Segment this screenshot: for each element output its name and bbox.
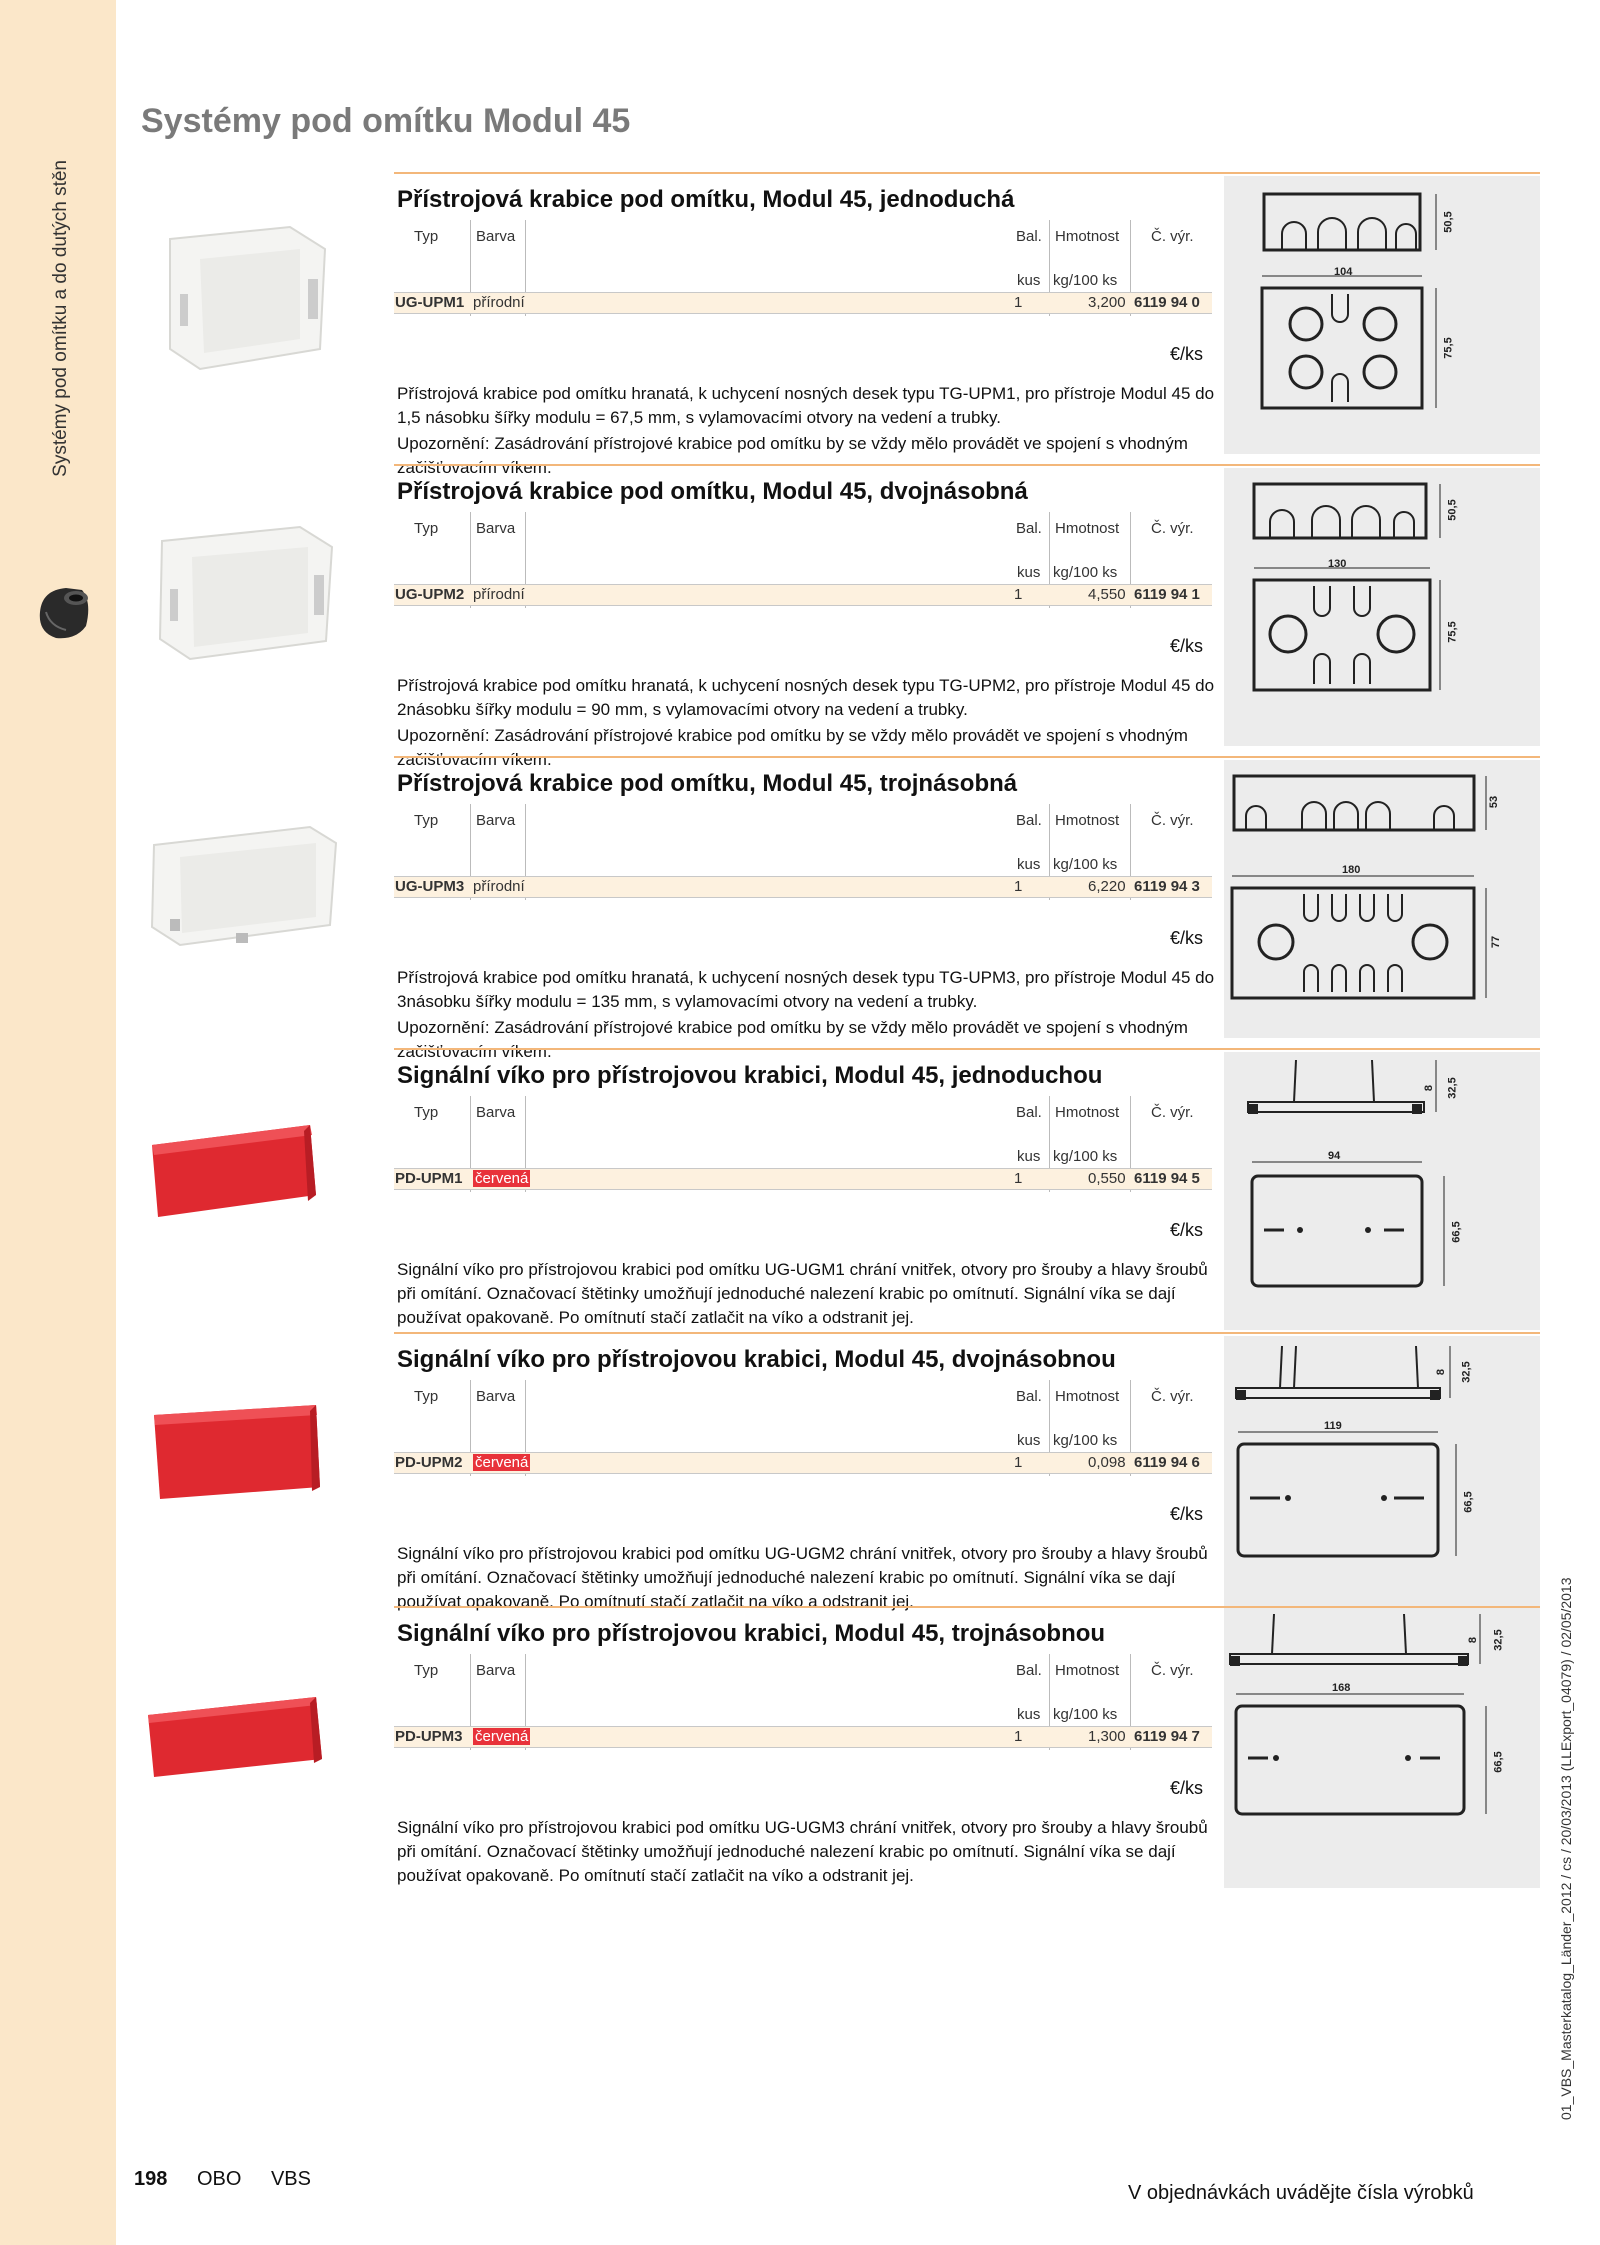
cell-typ: UG-UPM3 <box>395 878 465 895</box>
cell-barva: červená <box>475 1170 529 1187</box>
cell-bal: 1 <box>1014 1728 1023 1745</box>
col-barva: Barva <box>476 1662 516 1679</box>
dim-width: 94 <box>1328 1150 1341 1162</box>
brand: OBO <box>196 2168 242 2190</box>
unit-bal: kus <box>1017 564 1041 581</box>
dim-h2: 32,5 <box>1446 1077 1459 1099</box>
section-title: Signální víko pro přístrojovou krabici, Modul 45, dvojnásobnou <box>397 1346 1116 1373</box>
unit-bal: kus <box>1017 1148 1041 1165</box>
cell-hmotnost: 6,220 <box>1088 878 1126 895</box>
price-unit: €/ks <box>1170 1504 1204 1524</box>
page-title: Systémy pod omítku Modul 45 <box>141 102 631 140</box>
cell-cislo: 6119 94 7 <box>1134 1728 1200 1745</box>
product-photo-box <box>140 783 340 983</box>
unit-hmotnost: kg/100 ks <box>1053 564 1118 581</box>
dim-depth: 77 <box>1490 935 1503 949</box>
dim-h2: 32,5 <box>1492 1629 1505 1651</box>
cell-typ: PD-UPM2 <box>395 1454 463 1471</box>
col-bal: Bal. <box>1016 812 1042 829</box>
cell-bal: 1 <box>1014 1454 1023 1471</box>
col-cislo: Č. výr. <box>1151 520 1194 537</box>
col-barva: Barva <box>476 228 516 245</box>
col-typ: Typ <box>414 1662 439 1679</box>
catalog-meta: 01_VBS_Masterkatalog_Länder_2012 / cs / 20/03/2013 (LLExport_04079) / 02/05/2013 <box>1558 1577 1574 2120</box>
product-section-4 <box>394 1048 1540 1334</box>
col-cislo: Č. výr. <box>1151 228 1194 245</box>
table-row <box>394 1452 1212 1474</box>
cell-cislo: 6119 94 6 <box>1134 1454 1200 1471</box>
dim-depth: 66,5 <box>1462 1491 1475 1513</box>
description: Signální víko pro přístrojovou krabici pod omítku UG-UGM2 chrání vnitřek, otvory pro šrouby a hlavy šroubů při omítání. Označovací štětinky umožňují jednoduché nalezení krabic po omítnutí. Signální víka se dají používat opakovaně. Po omítnutí stačí zatlačit na víko a odstranit jej. <box>397 1544 1208 1611</box>
col-hmotnost: Hmotnost <box>1055 1388 1120 1405</box>
col-bal: Bal. <box>1016 1104 1042 1121</box>
price-unit: €/ks <box>1170 1778 1204 1798</box>
col-cislo: Č. výr. <box>1151 1104 1194 1121</box>
spec-table <box>394 804 1212 900</box>
cell-barva: červená <box>475 1728 529 1745</box>
section-title: Přístrojová krabice pod omítku, Modul 45, jednoduchá <box>397 186 1015 213</box>
cell-typ: UG-UPM2 <box>395 586 465 603</box>
col-barva: Barva <box>476 520 516 537</box>
description: Přístrojová krabice pod omítku hranatá, k uchycení nosných desek typu TG-UPM1, pro přístroje Modul 45 do 1,5 násobku šířky modulu = 67,5 mm, s vylamovacími otvory na vedení a trubky. <box>397 384 1215 427</box>
sidebar-band <box>0 0 116 2245</box>
division: VBS <box>270 2168 311 2190</box>
product-photo-lid <box>140 1359 340 1559</box>
table-row <box>394 1168 1212 1190</box>
unit-hmotnost: kg/100 ks <box>1053 1706 1118 1723</box>
dim-h1: 8 <box>1423 1084 1436 1092</box>
col-hmotnost: Hmotnost <box>1055 520 1120 537</box>
cell-bal: 1 <box>1014 1170 1023 1187</box>
cell-typ: PD-UPM1 <box>395 1170 463 1187</box>
col-typ: Typ <box>414 1388 439 1405</box>
dim-h1: 8 <box>1435 1368 1448 1376</box>
dim-height: 50,5 <box>1446 499 1459 521</box>
cell-cislo: 6119 94 1 <box>1134 586 1200 603</box>
col-bal: Bal. <box>1016 520 1042 537</box>
conduit-fitting-icon <box>36 582 94 642</box>
product-photo-lid <box>140 1075 340 1275</box>
unit-bal: kus <box>1017 856 1041 873</box>
unit-hmotnost: kg/100 ks <box>1053 1432 1118 1449</box>
dim-width: 168 <box>1332 1682 1351 1694</box>
cell-typ: UG-UPM1 <box>395 294 465 311</box>
unit-bal: kus <box>1017 1432 1041 1449</box>
spec-table <box>394 1380 1212 1476</box>
dim-h2: 32,5 <box>1460 1361 1473 1383</box>
table-row <box>394 292 1212 314</box>
price-unit: €/ks <box>1170 344 1204 364</box>
section-title: Přístrojová krabice pod omítku, Modul 45, dvojnásobná <box>397 478 1028 505</box>
product-photo-box <box>140 199 340 399</box>
warning-note: Upozornění: Zasádrování přístrojové krabice pod omítku by se vždy mělo provádět ve spojení s vhodným začišťovacím víkem. <box>397 434 1188 477</box>
dim-depth: 75,5 <box>1442 337 1455 359</box>
cell-barva: přírodní <box>473 294 525 311</box>
cell-barva: přírodní <box>473 586 525 603</box>
technical-drawing <box>1224 1610 1540 1888</box>
product-section-2 <box>394 464 1540 769</box>
description: Signální víko pro přístrojovou krabici pod omítku UG-UGM1 chrání vnitřek, otvory pro šrouby a hlavy šroubů při omítání. Označovací štětinky umožňují jednoduché nalezení krabic po omítnutí. Signální víka se dají používat opakovaně. Po omítnutí stačí zatlačit na víko a odstranit jej. <box>397 1260 1208 1327</box>
price-unit: €/ks <box>1170 1220 1204 1240</box>
section-title: Přístrojová krabice pod omítku, Modul 45, trojnásobná <box>397 770 1018 797</box>
product-photo-lid <box>140 1633 340 1833</box>
price-unit: €/ks <box>1170 928 1204 948</box>
dim-height: 53 <box>1488 795 1501 809</box>
table-row <box>394 1726 1212 1748</box>
dim-width: 180 <box>1342 864 1361 876</box>
product-photo-box <box>140 491 340 691</box>
price-unit: €/ks <box>1170 636 1204 656</box>
col-typ: Typ <box>414 520 439 537</box>
col-cislo: Č. výr. <box>1151 812 1194 829</box>
dim-depth: 66,5 <box>1450 1221 1463 1243</box>
product-section-6 <box>394 1606 1540 1885</box>
technical-drawing <box>1224 176 1540 454</box>
table-row <box>394 876 1212 898</box>
col-cislo: Č. výr. <box>1151 1388 1194 1405</box>
warning-note: Upozornění: Zasádrování přístrojové krabice pod omítku by se vždy mělo provádět ve spojení s vhodným začišťovacím víkem. <box>397 1018 1188 1061</box>
unit-hmotnost: kg/100 ks <box>1053 1148 1118 1165</box>
product-section-1 <box>394 172 1540 477</box>
section-title: Signální víko pro přístrojovou krabici, Modul 45, trojnásobnou <box>397 1620 1106 1647</box>
col-typ: Typ <box>414 228 439 245</box>
product-section-3 <box>394 756 1540 1061</box>
col-hmotnost: Hmotnost <box>1055 812 1120 829</box>
dim-width: 119 <box>1324 1420 1342 1432</box>
col-hmotnost: Hmotnost <box>1055 1104 1120 1121</box>
unit-hmotnost: kg/100 ks <box>1053 272 1118 289</box>
cell-hmotnost: 0,550 <box>1088 1170 1126 1187</box>
cell-typ: PD-UPM3 <box>395 1728 463 1745</box>
cell-cislo: 6119 94 5 <box>1134 1170 1200 1187</box>
spec-table <box>394 220 1212 316</box>
col-typ: Typ <box>414 812 439 829</box>
cell-hmotnost: 0,098 <box>1088 1454 1126 1471</box>
footer-note: V objednávkách uvádějte čísla výrobků <box>1128 2182 1474 2204</box>
dim-height: 50,5 <box>1442 211 1455 233</box>
cell-hmotnost: 1,300 <box>1088 1728 1126 1745</box>
spec-table <box>394 1654 1212 1750</box>
technical-drawing <box>1224 1336 1540 1614</box>
col-barva: Barva <box>476 812 516 829</box>
col-bal: Bal. <box>1016 1662 1042 1679</box>
dim-h1: 8 <box>1467 1636 1480 1644</box>
description: Signální víko pro přístrojovou krabici pod omítku UG-UGM3 chrání vnitřek, otvory pro šrouby a hlavy šroubů při omítání. Označovací štětinky umožňují jednoduché nalezení krabic po omítnutí. Signální víka se dají používat opakovaně. Po omítnutí stačí zatlačit na víko a odstranit jej. <box>397 1818 1208 1885</box>
cell-barva: červená <box>475 1454 529 1471</box>
col-cislo: Č. výr. <box>1151 1662 1194 1679</box>
description: Přístrojová krabice pod omítku hranatá, k uchycení nosných desek typu TG-UPM2, pro přístroje Modul 45 do 2násobku šířky modulu = 90 mm, s vylamovacími otvory na vedení a trubky. <box>397 676 1215 719</box>
spec-table <box>394 1096 1212 1192</box>
col-bal: Bal. <box>1016 228 1042 245</box>
col-bal: Bal. <box>1016 1388 1042 1405</box>
col-typ: Typ <box>414 1104 439 1121</box>
cell-cislo: 6119 94 3 <box>1134 878 1200 895</box>
col-barva: Barva <box>476 1104 516 1121</box>
dim-depth: 66,5 <box>1492 1751 1505 1773</box>
footer-left <box>134 2168 335 2191</box>
warning-note: Upozornění: Zasádrování přístrojové krabice pod omítku by se vždy mělo provádět ve spojení s vhodným začišťovacím víkem. <box>397 726 1188 769</box>
col-barva: Barva <box>476 1388 516 1405</box>
spec-table <box>394 512 1212 608</box>
col-hmotnost: Hmotnost <box>1055 1662 1120 1679</box>
cell-bal: 1 <box>1014 878 1023 895</box>
cell-hmotnost: 4,550 <box>1088 586 1126 603</box>
dim-width: 104 <box>1334 266 1353 278</box>
description: Přístrojová krabice pod omítku hranatá, k uchycení nosných desek typu TG-UPM3, pro přístroje Modul 45 do 3násobku šířky modulu = 135 mm, s vylamovacími otvory na vedení a trubky. <box>397 968 1215 1011</box>
technical-drawing <box>1224 1052 1540 1330</box>
technical-drawing <box>1224 468 1540 746</box>
cell-barva: přírodní <box>473 878 525 895</box>
unit-bal: kus <box>1017 1706 1041 1723</box>
dim-width: 130 <box>1328 558 1347 570</box>
unit-hmotnost: kg/100 ks <box>1053 856 1118 873</box>
dim-depth: 75,5 <box>1446 621 1459 643</box>
page-number: 198 <box>134 2168 168 2190</box>
unit-bal: kus <box>1017 272 1041 289</box>
cell-cislo: 6119 94 0 <box>1134 294 1200 311</box>
technical-drawing <box>1224 760 1540 1038</box>
table-row <box>394 584 1212 606</box>
cell-bal: 1 <box>1014 586 1023 603</box>
section-title: Signální víko pro přístrojovou krabici, Modul 45, jednoduchou <box>397 1062 1103 1089</box>
side-label: Systémy pod omítku a do dutých stěn <box>50 160 71 477</box>
cell-bal: 1 <box>1014 294 1023 311</box>
cell-hmotnost: 3,200 <box>1088 294 1126 311</box>
product-section-5 <box>394 1332 1540 1611</box>
col-hmotnost: Hmotnost <box>1055 228 1120 245</box>
